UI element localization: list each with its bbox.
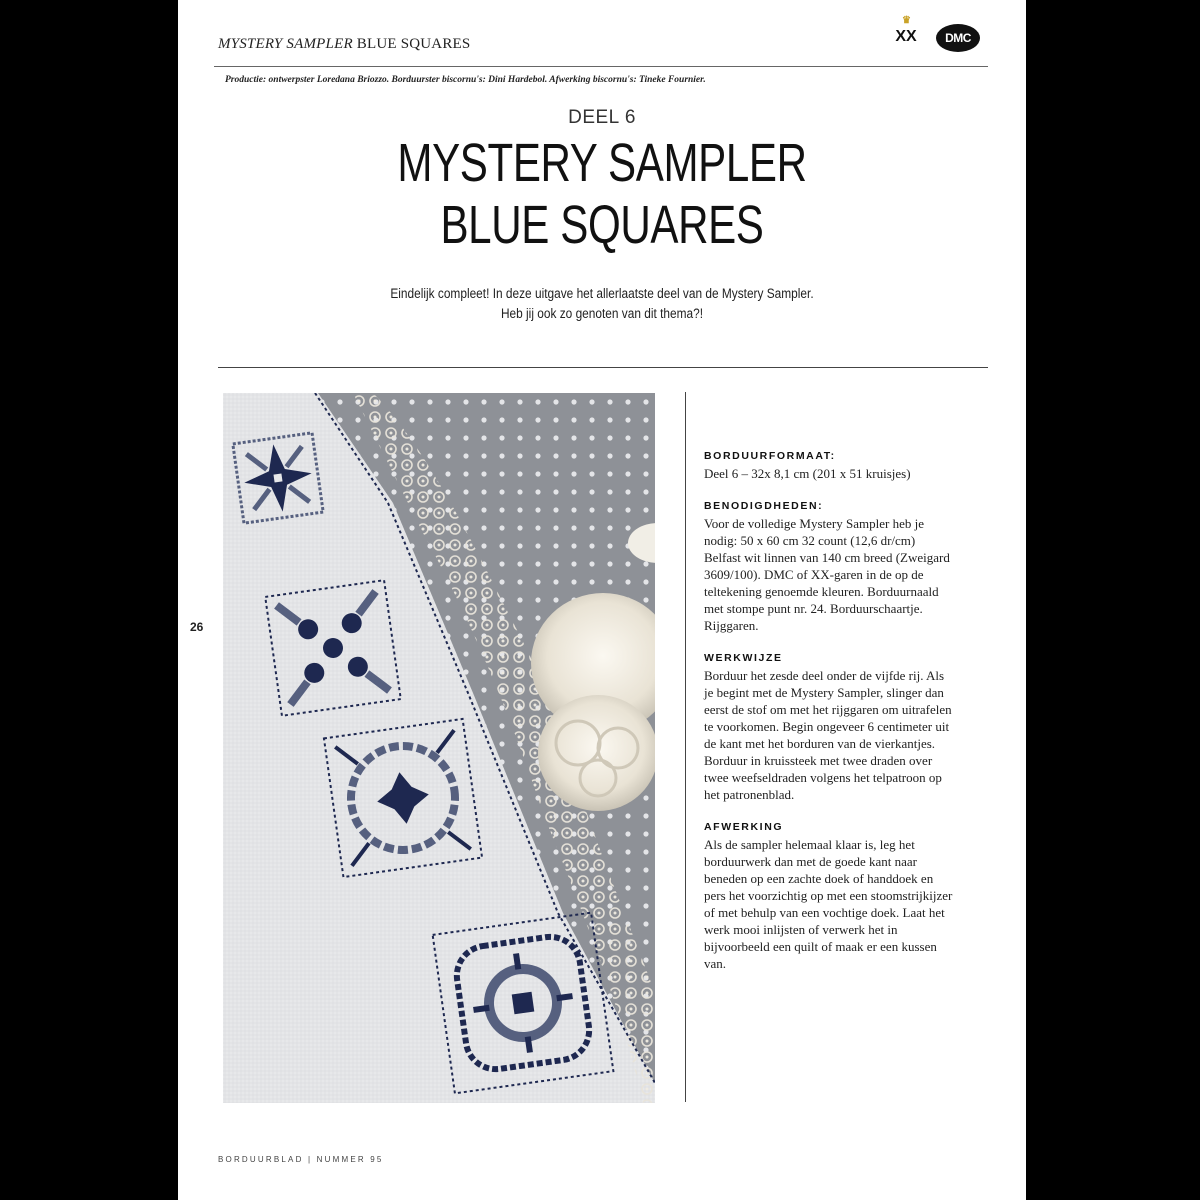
section-heading-finishing: AFWERKING: [704, 821, 784, 833]
column-rule: [685, 392, 686, 1102]
dmc-logo: DMC: [936, 24, 980, 52]
title-line-2: BLUE SQUARES: [440, 195, 764, 255]
credits-line: Productie: ontwerpster Loredana Briozzo. Borduurster biscornu's: Dini Hardebol. Afwerking biscornu's: Tineke Fournier.: [225, 75, 706, 85]
section-body-method: Borduur het zesde deel onder de vijfde rij. Als je begint met de Mystery Sampler, slinger dan eerst de stof om met het rijggaren om uitrafelen te voorkomen. Begin ongeveer 6 centimeter uit de kant met het borduren van de vierkantjes. Borduur in kruissteek met twee draden over twee weefseldraden volgens het telpatroon op het patronenblad.: [704, 668, 952, 802]
part-label: DEEL 6: [568, 107, 636, 128]
xx-logo: ♛ XX: [895, 15, 917, 45]
running-title-italic: MYSTERY SAMPLER: [218, 36, 353, 52]
page-title: [271, 132, 932, 256]
crown-icon: ♛: [902, 15, 911, 26]
intro-text: [229, 284, 975, 324]
section-heading-method: WERKWIJZE: [704, 652, 783, 664]
section-heading-supplies: BENODIGDHEDEN:: [704, 500, 824, 512]
title-line-1: MYSTERY SAMPLER: [397, 133, 807, 193]
sampler-photo: [223, 393, 655, 1103]
section-body-supplies: Voor de volledige Mystery Sampler heb je nodig: 50 x 60 cm 32 count (12,6 dr/cm) Belfast wit linnen van 140 cm breed (Zweigard 3609/100). DMC of XX-garen in de op de teltekening genoemde kleuren. Borduurnaald met stompe punt nr. 24. Borduurschaartje. Rijggaren.: [704, 516, 950, 633]
section-body-finishing: Als de sampler helemaal klaar is, leg het borduurwerk dan met de goede kant naar beneden op een zachte doek of handdoek en pers het voorzichtig op met een stoomstrijkijzer of met behulp van een vochtige doek. Laat het werk mooi inlijsten of verwerk het in bijvoorbeeld een quilt of maak er een kussen van.: [704, 837, 953, 971]
running-title-rest: BLUE SQUARES: [356, 36, 471, 52]
section-heading-format: BORDUURFORMAAT:: [704, 450, 836, 462]
brand-logos: [886, 15, 980, 54]
section-body-format: Deel 6 – 32x 8,1 cm (201 x 51 kruisjes): [704, 466, 911, 481]
header-rule: [214, 66, 988, 67]
intro-line-1: Eindelijk compleet! In deze uitgave het allerlaatste deel van de Mystery Sampler.: [390, 286, 814, 301]
page-number: 26: [190, 620, 204, 634]
page-footer: BORDUURBLAD | NUMMER 95: [218, 1155, 384, 1164]
running-head: [218, 36, 470, 53]
intro-line-2: Heb jij ook zo genoten van dit thema?!: [500, 306, 704, 321]
instructions-column: [704, 448, 954, 988]
magazine-page: [178, 0, 1026, 1200]
title-rule: [218, 367, 988, 368]
